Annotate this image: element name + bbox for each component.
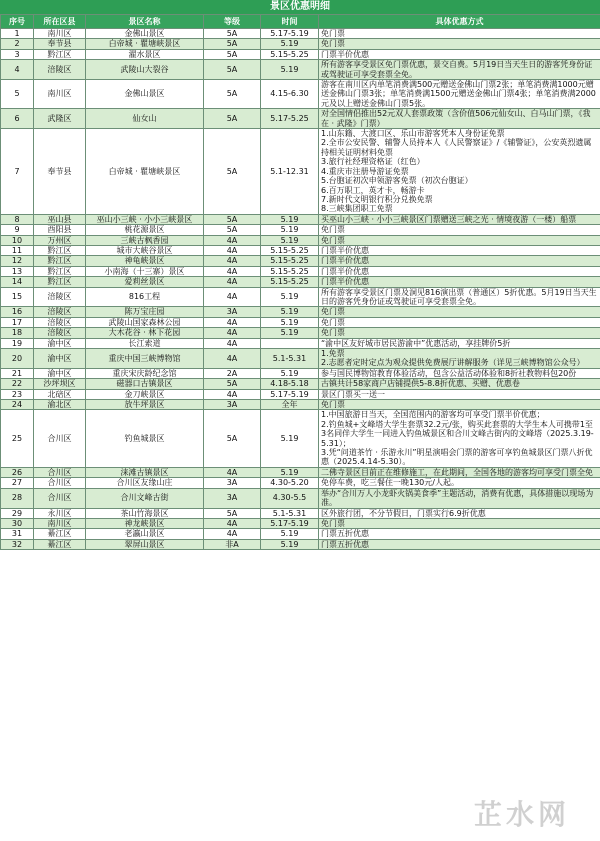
row-district: 永川区 bbox=[34, 508, 86, 518]
row-time: 5.15-5.25 bbox=[261, 256, 319, 266]
row-scenic-name: 仙女山 bbox=[86, 109, 204, 129]
row-time: 4.18-5.18 bbox=[261, 379, 319, 389]
row-time: 5.19 bbox=[261, 368, 319, 378]
row-time: 5.19 bbox=[261, 328, 319, 338]
row-scenic-name: 小南海（十三寨）景区 bbox=[86, 266, 204, 276]
row-time: 5.19 bbox=[261, 410, 319, 467]
row-no: 8 bbox=[1, 214, 34, 224]
row-no: 15 bbox=[1, 287, 34, 307]
row-district: 武隆区 bbox=[34, 109, 86, 129]
row-scenic-name: 大木花谷 · 林下花园 bbox=[86, 328, 204, 338]
row-grade: 3A bbox=[204, 307, 261, 317]
row-no: 30 bbox=[1, 518, 34, 528]
row-grade: 5A bbox=[204, 109, 261, 129]
table-row bbox=[1, 368, 600, 378]
row-offer: 门票半价优惠 bbox=[319, 277, 600, 287]
row-time: 4.15-6.30 bbox=[261, 80, 319, 109]
row-time: 5.19 bbox=[261, 467, 319, 477]
row-district: 黔江区 bbox=[34, 256, 86, 266]
row-time: 5.1-5.31 bbox=[261, 349, 319, 369]
table-row bbox=[1, 225, 600, 235]
row-offer: 门票半价优惠 bbox=[319, 49, 600, 59]
row-no: 29 bbox=[1, 508, 34, 518]
row-grade: 5A bbox=[204, 80, 261, 109]
row-grade: 4A bbox=[204, 245, 261, 255]
row-scenic-name: 陈万宝庄园 bbox=[86, 307, 204, 317]
row-offer: 免门票 bbox=[319, 400, 600, 410]
row-time: 5.1-5.31 bbox=[261, 508, 319, 518]
table-body bbox=[1, 29, 600, 550]
row-grade: 4A bbox=[204, 529, 261, 539]
row-grade: 5A bbox=[204, 60, 261, 80]
row-district: 渝中区 bbox=[34, 338, 86, 348]
table-row bbox=[1, 338, 600, 348]
row-district: 合川区 bbox=[34, 410, 86, 467]
watermark-text: 芷水网 bbox=[473, 798, 570, 831]
row-scenic-name: 合川文峰古街 bbox=[86, 488, 204, 508]
row-no: 7 bbox=[1, 129, 34, 215]
row-offer: 举办“合川万人小龙虾火锅美食季”主题活动，消费有优惠，具体措施以现场为准。 bbox=[319, 488, 600, 508]
row-scenic-name: 816工程 bbox=[86, 287, 204, 307]
row-grade: 4A bbox=[204, 338, 261, 348]
row-scenic-name: 濯水景区 bbox=[86, 49, 204, 59]
row-scenic-name: 巫山小三峡 · 小小三峡景区 bbox=[86, 214, 204, 224]
row-offer: 所有游客享受景区免门票优惠，景交自费。5月19日当天生日的游客凭身份证或驾驶证可享受套票全免。 bbox=[319, 60, 600, 80]
header-time: 时间 bbox=[261, 15, 319, 29]
table-row bbox=[1, 287, 600, 307]
row-offer: 免门票 bbox=[319, 235, 600, 245]
row-offer: 免门票 bbox=[319, 307, 600, 317]
row-grade: 4A bbox=[204, 349, 261, 369]
row-time: 5.19 bbox=[261, 214, 319, 224]
table-row bbox=[1, 389, 600, 399]
row-no: 28 bbox=[1, 488, 34, 508]
table-row bbox=[1, 539, 600, 549]
row-time: 5.19 bbox=[261, 60, 319, 80]
row-no: 12 bbox=[1, 256, 34, 266]
row-time bbox=[261, 338, 319, 348]
table-row bbox=[1, 277, 600, 287]
row-offer: 免门票 bbox=[319, 328, 600, 338]
row-scenic-name: 长江索道 bbox=[86, 338, 204, 348]
header-no: 序号 bbox=[1, 15, 34, 29]
row-offer: 免门票 bbox=[319, 518, 600, 528]
row-no: 23 bbox=[1, 389, 34, 399]
row-no: 19 bbox=[1, 338, 34, 348]
row-district: 渝中区 bbox=[34, 349, 86, 369]
table-row bbox=[1, 266, 600, 276]
row-offer: 1.山东籍、大渡口区、乐山市游客凭本人身份证免票 2.全市公安民警、辅警人员持本人《人民警察证》/《辅警证》，公安英烈遗属持相关证明材料免票 3.旅行社经理资格证（红色） 4.重庆市注册导游证免票 5.台胞证初次申领游客免票（初次台胞证） 6.百万职工，英才卡，畅游卡 7.新时代文明银行积分兑换免票 8.三峡集团职工免票 bbox=[319, 129, 600, 215]
row-grade: 4A bbox=[204, 317, 261, 327]
row-district: 綦江区 bbox=[34, 539, 86, 549]
row-time: 5.1-12.31 bbox=[261, 129, 319, 215]
row-scenic-name: 白帝城 · 瞿塘峡景区 bbox=[86, 39, 204, 49]
row-scenic-name: 金佛山景区 bbox=[86, 80, 204, 109]
table-row bbox=[1, 60, 600, 80]
row-offer: 免停车费，吃三餐住一晚130元/人起。 bbox=[319, 478, 600, 488]
row-district: 巫山县 bbox=[34, 214, 86, 224]
row-scenic-name: 磁器口古镇景区 bbox=[86, 379, 204, 389]
table-row bbox=[1, 214, 600, 224]
row-time: 5.19 bbox=[261, 539, 319, 549]
row-time: 5.19 bbox=[261, 225, 319, 235]
row-time: 4.30-5.5 bbox=[261, 488, 319, 508]
row-time: 5.17-5.19 bbox=[261, 518, 319, 528]
row-grade: 5A bbox=[204, 214, 261, 224]
row-scenic-name: 钓鱼城景区 bbox=[86, 410, 204, 467]
row-grade: 4A bbox=[204, 235, 261, 245]
row-no: 17 bbox=[1, 317, 34, 327]
row-time: 5.19 bbox=[261, 529, 319, 539]
row-district: 奉节县 bbox=[34, 39, 86, 49]
row-no: 11 bbox=[1, 245, 34, 255]
row-grade: 4A bbox=[204, 287, 261, 307]
header-offer: 具体优惠方式 bbox=[319, 15, 600, 29]
row-offer: 门票半价优惠 bbox=[319, 245, 600, 255]
row-district: 涪陵区 bbox=[34, 60, 86, 80]
row-offer: 景区门票买一送一 bbox=[319, 389, 600, 399]
row-no: 10 bbox=[1, 235, 34, 245]
row-no: 32 bbox=[1, 539, 34, 549]
row-grade: 4A bbox=[204, 266, 261, 276]
table-row bbox=[1, 400, 600, 410]
row-grade: 5A bbox=[204, 39, 261, 49]
row-offer: 门票五折优惠 bbox=[319, 539, 600, 549]
row-scenic-name: 神龟峡景区 bbox=[86, 256, 204, 266]
row-district: 合川区 bbox=[34, 478, 86, 488]
row-no: 22 bbox=[1, 379, 34, 389]
table-row bbox=[1, 235, 600, 245]
table-row bbox=[1, 129, 600, 215]
row-district: 涪陵区 bbox=[34, 317, 86, 327]
table-row bbox=[1, 349, 600, 369]
row-scenic-name: 翠屏山景区 bbox=[86, 539, 204, 549]
row-district: 万州区 bbox=[34, 235, 86, 245]
row-time: 5.17-5.25 bbox=[261, 109, 319, 129]
row-time: 5.19 bbox=[261, 317, 319, 327]
row-district: 合川区 bbox=[34, 467, 86, 477]
row-no: 31 bbox=[1, 529, 34, 539]
row-grade: 5A bbox=[204, 49, 261, 59]
row-offer: 1.免票 2.志愿者定时定点为观众提供免费展厅讲解服务（详见三峡博物馆公众号） bbox=[319, 349, 600, 369]
table-row bbox=[1, 245, 600, 255]
row-no: 18 bbox=[1, 328, 34, 338]
row-scenic-name: 茶山竹海景区 bbox=[86, 508, 204, 518]
row-district: 合川区 bbox=[34, 488, 86, 508]
row-scenic-name: 重庆中国三峡博物馆 bbox=[86, 349, 204, 369]
row-offer: 门票五折优惠 bbox=[319, 529, 600, 539]
table-row bbox=[1, 467, 600, 477]
row-grade: 5A bbox=[204, 508, 261, 518]
row-scenic-name: 三峡古枫香园 bbox=[86, 235, 204, 245]
row-offer: 免门票 bbox=[319, 29, 600, 39]
row-offer: 古镇共计58家商户店铺提供5-8.8折优惠、买赠、优惠卷 bbox=[319, 379, 600, 389]
header-grade: 等级 bbox=[204, 15, 261, 29]
row-time: 5.17-5.19 bbox=[261, 29, 319, 39]
table-row bbox=[1, 307, 600, 317]
row-offer: 1.中国旅游日当天，全国范围内的游客均可享受门票半价优惠； 2.钓鱼城+文峰塔大学生套票32.2元/张，购买此套票的大学生本人可携带1至3名同伴大学生一同进入钓鱼城景区和合川文峰古街内的文峰塔（2025.3.19-5.31）； 3.凭“问道茶竹 · 乐游永川”明星演唱会门票的游客可享钓鱼城景区门票八折优惠（2025.4.14-5.30）。 bbox=[319, 410, 600, 467]
row-time: 4.30-5.20 bbox=[261, 478, 319, 488]
row-no: 5 bbox=[1, 80, 34, 109]
row-no: 26 bbox=[1, 467, 34, 477]
row-district: 黔江区 bbox=[34, 49, 86, 59]
row-grade: 3A bbox=[204, 400, 261, 410]
row-scenic-name: 白帝城 · 瞿塘峡景区 bbox=[86, 129, 204, 215]
row-grade: 4A bbox=[204, 328, 261, 338]
row-district: 綦江区 bbox=[34, 529, 86, 539]
row-district: 沙坪坝区 bbox=[34, 379, 86, 389]
table-row bbox=[1, 39, 600, 49]
row-grade: 4A bbox=[204, 256, 261, 266]
row-no: 13 bbox=[1, 266, 34, 276]
row-grade: 5A bbox=[204, 129, 261, 215]
row-offer: “渝中区友好城市居民游渝中”优惠活动，享挂牌价5折 bbox=[319, 338, 600, 348]
row-no: 9 bbox=[1, 225, 34, 235]
table-row bbox=[1, 410, 600, 467]
row-time: 5.15-5.25 bbox=[261, 245, 319, 255]
table-row bbox=[1, 317, 600, 327]
row-no: 14 bbox=[1, 277, 34, 287]
row-district: 渝中区 bbox=[34, 368, 86, 378]
row-time: 5.19 bbox=[261, 287, 319, 307]
table-row bbox=[1, 508, 600, 518]
row-grade: 4A bbox=[204, 467, 261, 477]
row-time: 全年 bbox=[261, 400, 319, 410]
row-offer: 免门票 bbox=[319, 39, 600, 49]
row-scenic-name: 武陵山国家森林公园 bbox=[86, 317, 204, 327]
row-time: 5.19 bbox=[261, 235, 319, 245]
row-scenic-name: 武陵山大裂谷 bbox=[86, 60, 204, 80]
row-offer: 门票半价优惠 bbox=[319, 256, 600, 266]
row-no: 25 bbox=[1, 410, 34, 467]
row-district: 黔江区 bbox=[34, 245, 86, 255]
table-row bbox=[1, 529, 600, 539]
row-time: 5.17-5.19 bbox=[261, 389, 319, 399]
header-scenic-name: 景区名称 bbox=[86, 15, 204, 29]
row-district: 黔江区 bbox=[34, 266, 86, 276]
sheet-title: 景区优惠明细 bbox=[0, 0, 600, 14]
discount-table bbox=[0, 14, 600, 550]
row-scenic-name: 重庆宋庆龄纪念馆 bbox=[86, 368, 204, 378]
row-district: 南川区 bbox=[34, 29, 86, 39]
table-row bbox=[1, 49, 600, 59]
table-row bbox=[1, 478, 600, 488]
table-row bbox=[1, 29, 600, 39]
row-scenic-name: 涞滩古镇景区 bbox=[86, 467, 204, 477]
row-grade: 5A bbox=[204, 379, 261, 389]
row-district: 黔江区 bbox=[34, 277, 86, 287]
table-row bbox=[1, 488, 600, 508]
row-grade: 3A bbox=[204, 488, 261, 508]
row-offer: 对全国情侣推出52元双人套票政策（含价值506元仙女山、白马山门票，《我在 · 武隆》门票） bbox=[319, 109, 600, 129]
row-no: 3 bbox=[1, 49, 34, 59]
row-district: 涪陵区 bbox=[34, 287, 86, 307]
row-district: 奉节县 bbox=[34, 129, 86, 215]
row-time: 5.15-5.25 bbox=[261, 277, 319, 287]
row-no: 20 bbox=[1, 349, 34, 369]
header-district: 所在区县 bbox=[34, 15, 86, 29]
row-time: 5.19 bbox=[261, 39, 319, 49]
row-offer: 游客在南川区内单笔消费满500元赠送金佛山门票2张；单笔消费满1000元赠送金佛山门票3张；单笔消费满1500元赠送金佛山门票4张；单笔消费满2000元及以上赠送金佛山门票5张。 bbox=[319, 80, 600, 109]
row-scenic-name: 爱莉丝景区 bbox=[86, 277, 204, 287]
table-row bbox=[1, 518, 600, 528]
row-district: 酉阳县 bbox=[34, 225, 86, 235]
row-district: 北碚区 bbox=[34, 389, 86, 399]
table-row bbox=[1, 80, 600, 109]
row-offer: 门票半价优惠 bbox=[319, 266, 600, 276]
row-offer: 免门票 bbox=[319, 317, 600, 327]
row-offer: 所有游客享受景区门票及洞见816演出票（普通区）5折优惠。5月19日当天生日的游客凭身份证或驾驶证可享受套票全免。 bbox=[319, 287, 600, 307]
row-district: 南川区 bbox=[34, 518, 86, 528]
row-scenic-name: 神龙峡景区 bbox=[86, 518, 204, 528]
row-no: 24 bbox=[1, 400, 34, 410]
row-grade: 5A bbox=[204, 410, 261, 467]
row-offer: 参与国民博物馆教育体验活动，包含公益活动体验和8折社教物料包20份 bbox=[319, 368, 600, 378]
row-district: 涪陵区 bbox=[34, 307, 86, 317]
row-offer: 买巫山小三峡 · 小小三峡景区门票赠送三峡之光 · 情境夜游（一楼）船票 bbox=[319, 214, 600, 224]
row-scenic-name: 金佛山景区 bbox=[86, 29, 204, 39]
table-header-row bbox=[1, 15, 600, 29]
row-grade: 3A bbox=[204, 478, 261, 488]
table-row bbox=[1, 328, 600, 338]
row-no: 6 bbox=[1, 109, 34, 129]
row-offer: 二佛寺景区目前正在维修施工，在此期间，全国各地的游客均可享受门票全免 bbox=[319, 467, 600, 477]
row-scenic-name: 老瀛山景区 bbox=[86, 529, 204, 539]
row-scenic-name: 金刀峡景区 bbox=[86, 389, 204, 399]
row-grade: 2A bbox=[204, 368, 261, 378]
row-district: 涪陵区 bbox=[34, 328, 86, 338]
row-time: 5.15-5.25 bbox=[261, 266, 319, 276]
row-offer: 区外旅行团，不分节假日，门票实行6.9折优惠 bbox=[319, 508, 600, 518]
row-no: 1 bbox=[1, 29, 34, 39]
row-grade: 4A bbox=[204, 518, 261, 528]
row-scenic-name: 放牛坪景区 bbox=[86, 400, 204, 410]
row-offer: 免门票 bbox=[319, 225, 600, 235]
table-row bbox=[1, 109, 600, 129]
row-time: 5.15-5.25 bbox=[261, 49, 319, 59]
row-district: 南川区 bbox=[34, 80, 86, 109]
row-grade: 4A bbox=[204, 389, 261, 399]
row-no: 16 bbox=[1, 307, 34, 317]
row-grade: 非A bbox=[204, 539, 261, 549]
row-grade: 5A bbox=[204, 29, 261, 39]
row-grade: 4A bbox=[204, 277, 261, 287]
row-no: 4 bbox=[1, 60, 34, 80]
row-grade: 5A bbox=[204, 225, 261, 235]
row-no: 21 bbox=[1, 368, 34, 378]
row-scenic-name: 合川区友缘山庄 bbox=[86, 478, 204, 488]
row-time: 5.19 bbox=[261, 307, 319, 317]
table-row bbox=[1, 256, 600, 266]
table-row bbox=[1, 379, 600, 389]
row-no: 2 bbox=[1, 39, 34, 49]
row-scenic-name: 桃花源景区 bbox=[86, 225, 204, 235]
row-district: 渝北区 bbox=[34, 400, 86, 410]
row-no: 27 bbox=[1, 478, 34, 488]
row-scenic-name: 城市大峡谷景区 bbox=[86, 245, 204, 255]
